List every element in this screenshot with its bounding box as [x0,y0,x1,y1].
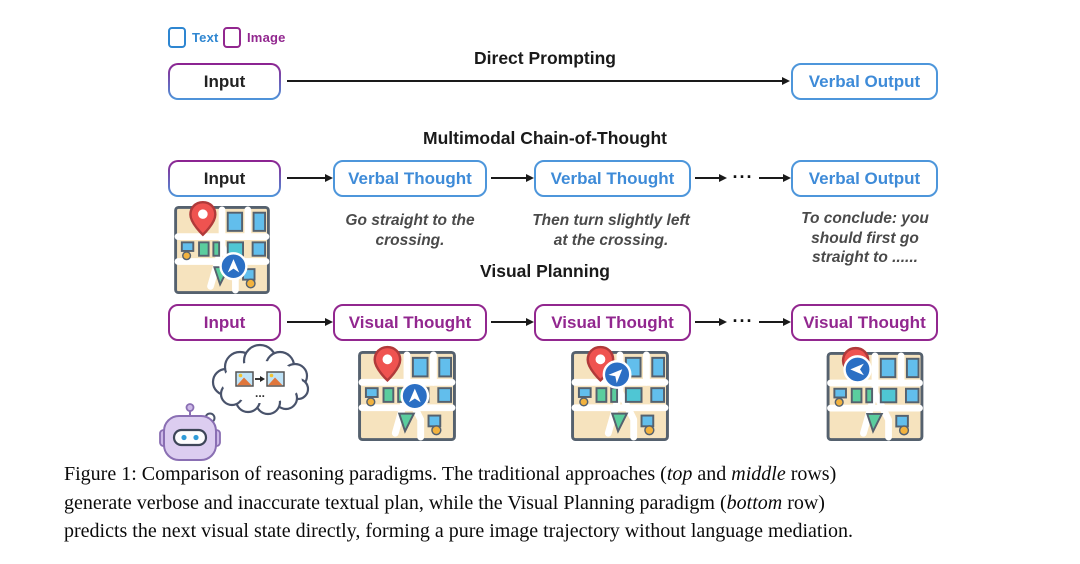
mcot-arrow-3 [695,177,719,179]
map-state-1-icon [357,351,457,441]
mcot-arrow-2 [491,177,526,179]
mcot-arrow-4 [759,177,783,179]
figure-caption [64,460,853,546]
mcot-input-box: Input [168,160,281,197]
map-state-3-icon [826,352,924,441]
vp-arrow-4 [759,321,783,323]
vp-visual-thought-1-box: Visual Thought [333,304,487,341]
mcot-arrow-1 [287,177,325,179]
legend-text-label: Text [192,30,219,45]
thought-image-2-icon [267,372,284,386]
mcot-thought-2-text: Then turn slightly left at the crossing. [532,212,690,249]
legend-text-swatch-icon [168,27,186,48]
visual-planning-title: Visual Planning [480,261,610,281]
legend-image-label: Image [247,30,286,45]
direct-input-box: Input [168,63,281,100]
vp-arrow-2 [491,321,526,323]
vp-arrow-3 [695,321,719,323]
direct-arrow [287,80,782,82]
mcot-title: Multimodal Chain-of-Thought [423,128,667,148]
robot-thought-ellipsis: ... [254,386,266,400]
vp-ellipsis: ... [732,306,754,326]
robot-head-icon [160,404,220,460]
caption-line-3: predicts the next visual state directly, forming a pure image trajectory without language mediation. [64,520,854,542]
mcot-thought-1-text: Go straight to the crossing. [345,212,475,249]
mcot-verbal-thought-2-box: Verbal Thought [534,160,691,197]
vp-visual-thought-3-box: Visual Thought [791,304,938,341]
vp-input-box: Input [168,304,281,341]
legend-image-swatch-icon [223,27,241,48]
mcot-output-text: To conclude: you should first go straight to ...... [801,210,929,266]
mcot-verbal-output-box: Verbal Output [791,160,938,197]
caption-line-1: Figure 1: Comparison of reasoning paradigms. The traditional approaches (top and middle rows) [64,463,837,485]
robot-thinking-icon [148,344,313,462]
map-state-2-icon [570,351,670,441]
caption-line-2: generate verbose and inaccurate textual plan, while the Visual Planning paradigm (bottom row) [64,491,825,514]
thought-image-1-icon [236,372,253,386]
direct-prompting-title: Direct Prompting [474,48,616,68]
vp-visual-thought-2-box: Visual Thought [534,304,691,341]
mcot-ellipsis: ... [732,162,754,182]
mcot-verbal-thought-1-box: Verbal Thought [333,160,487,197]
direct-verbal-output-box: Verbal Output [791,63,938,100]
vp-arrow-1 [287,321,325,323]
